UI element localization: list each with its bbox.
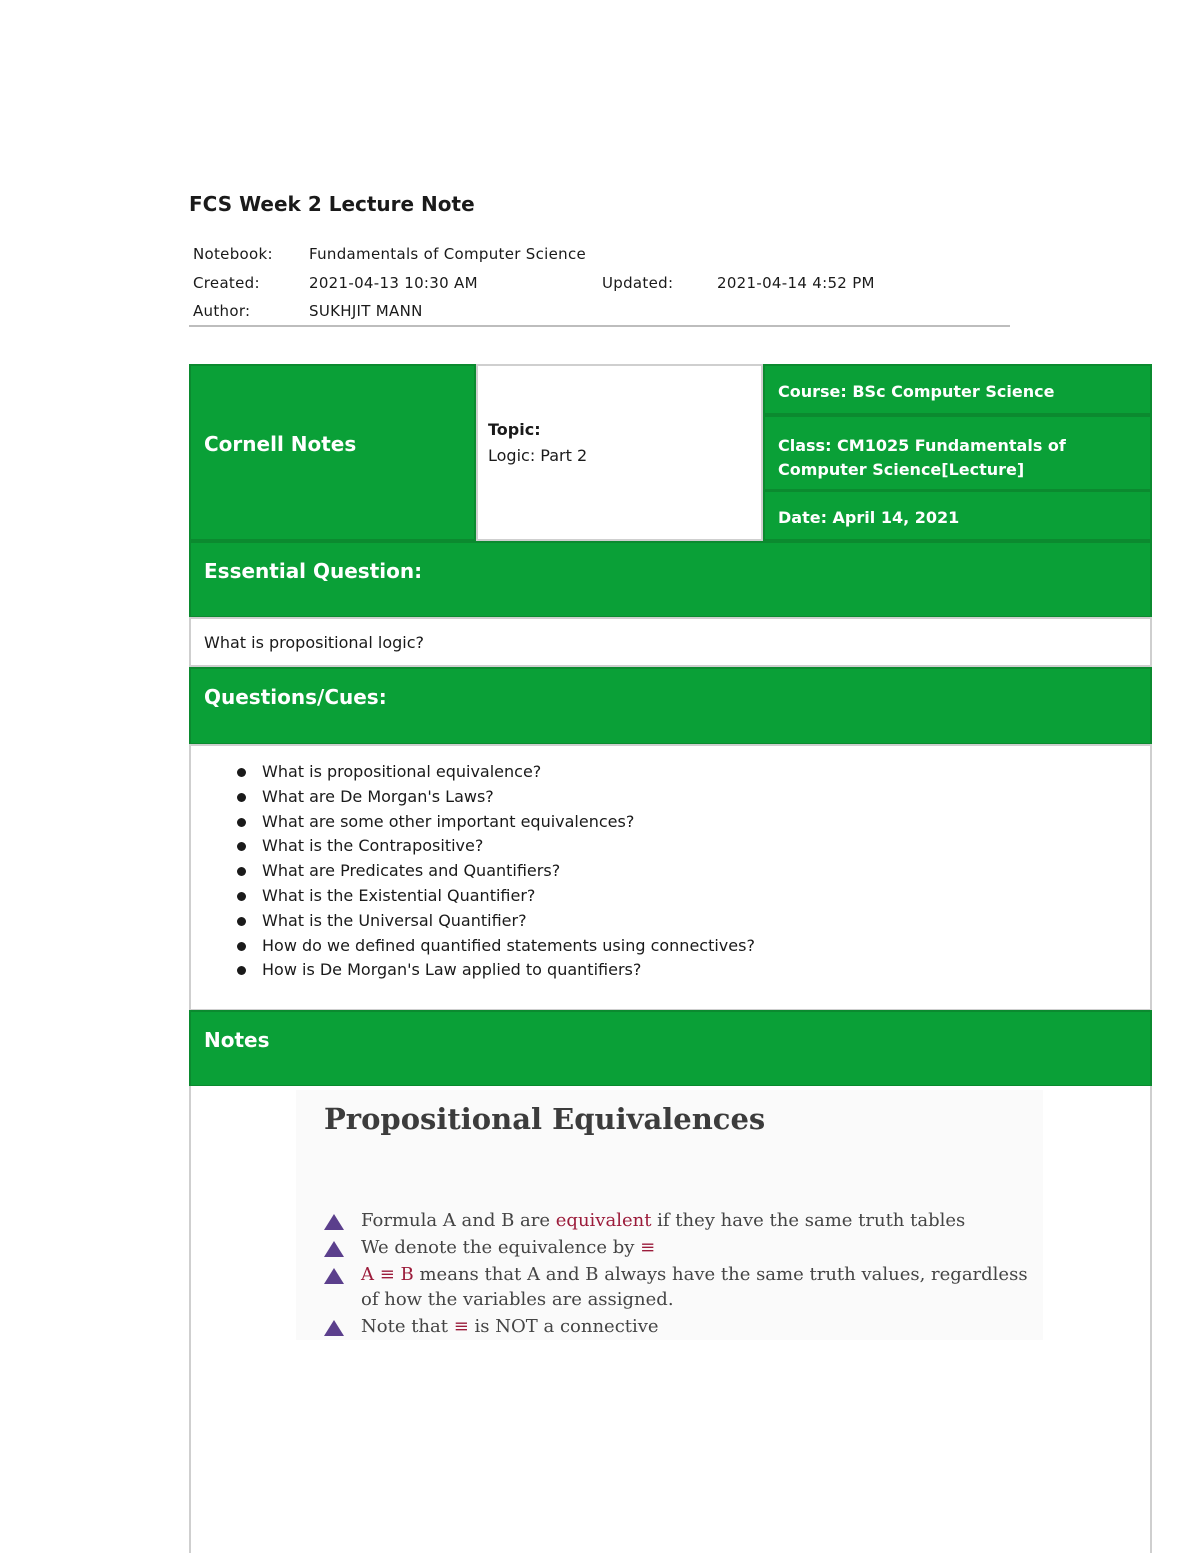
slide-bullet [324,1314,1040,1339]
slide-bullet [324,1235,1040,1260]
triangle-bullet-icon [324,1241,344,1257]
slide-bullet [324,1262,1040,1312]
cornell-title-cell [189,364,476,541]
list-item [237,958,755,983]
created-value: 2021-04-13 10:30 AM [309,274,478,292]
bullet-icon [237,942,246,951]
created-label: Created: [193,274,260,292]
questions-cell [189,744,1152,1011]
slide-text: means that A and B always have the same truth values, regardless of how the variables are assigned. [361,1264,1028,1310]
list-item [237,884,755,909]
slide-bullets [324,1208,1040,1341]
author-value: SUKHJIT MANN [309,302,423,320]
bullet-icon [237,818,246,827]
slide-highlight: equivalent [555,1210,652,1231]
list-item [237,834,755,859]
notes-heading: Notes [204,1028,270,1052]
list-item [237,760,755,785]
slide-text: if they have the same truth tables [651,1210,966,1231]
essential-question-text: What is propositional logic? [204,633,424,652]
slide-bullet [324,1208,1040,1233]
bullet-icon [237,768,246,777]
course-text: Course: BSc Computer Science [778,382,1055,401]
bullet-icon [237,867,246,876]
question-text: What is propositional equivalence? [262,762,542,781]
essential-question-cell [189,617,1152,667]
author-label: Author: [193,302,251,320]
slide-text: is NOT a connective [468,1316,659,1337]
essential-question-heading: Essential Question: [204,559,423,583]
notebook-label: Notebook: [193,245,273,263]
slide-highlight: ≡ [453,1316,469,1337]
questions-heading-cell [189,667,1152,745]
question-text: What are some other important equivalences? [262,811,635,831]
question-text: How do we defined quantified statements using connectives? [262,935,755,955]
list-item [237,785,755,810]
question-text: What is the Existential Quantifier? [262,885,536,905]
question-text: What is the Universal Quantifier? [262,910,527,930]
slide-highlight: A ≡ B [361,1264,414,1285]
triangle-bullet-icon [324,1268,344,1284]
bullet-icon [237,917,246,926]
class-cell [763,415,1152,491]
slide-text: We denote the equivalence by [361,1237,641,1258]
questions-heading: Questions/Cues: [204,685,387,709]
list-item [237,909,755,934]
question-text: What are Predicates and Quantifiers? [262,861,561,881]
header-divider [189,325,1010,327]
topic-cell [476,364,763,541]
slide-text: Note that [361,1316,454,1337]
question-text: What are De Morgan's Laws? [262,786,494,806]
essential-question-heading-cell [189,541,1152,618]
date-cell [763,490,1152,541]
updated-label: Updated: [602,274,674,292]
topic-label: Topic: [488,420,541,439]
course-cell [763,364,1152,415]
list-item [237,934,755,959]
question-text: What is the Contrapositive? [262,836,484,856]
list-item [237,859,755,884]
topic-value: Logic: Part 2 [488,446,588,465]
bullet-icon [237,842,246,851]
bullet-icon [237,966,246,975]
cornell-title: Cornell Notes [204,432,357,456]
date-text: Date: April 14, 2021 [778,508,960,527]
triangle-bullet-icon [324,1320,344,1336]
questions-list [237,760,755,983]
bullet-icon [237,892,246,901]
slide-title: Propositional Equivalences [324,1102,766,1136]
notes-heading-cell [189,1010,1152,1087]
note-title: FCS Week 2 Lecture Note [189,192,475,216]
slide-text: Formula A and B are [361,1210,556,1231]
notebook-value: Fundamentals of Computer Science [309,245,587,263]
class-text: Class: CM1025 Fundamentals of Computer Science[Lecture] [778,436,1066,479]
question-text: How is De Morgan's Law applied to quantifiers? [262,960,642,980]
list-item [237,810,755,835]
updated-value: 2021-04-14 4:52 PM [717,274,875,292]
slide-highlight: ≡ [640,1237,656,1258]
bullet-icon [237,793,246,802]
lecture-slide-image [296,1090,1043,1340]
triangle-bullet-icon [324,1214,344,1230]
